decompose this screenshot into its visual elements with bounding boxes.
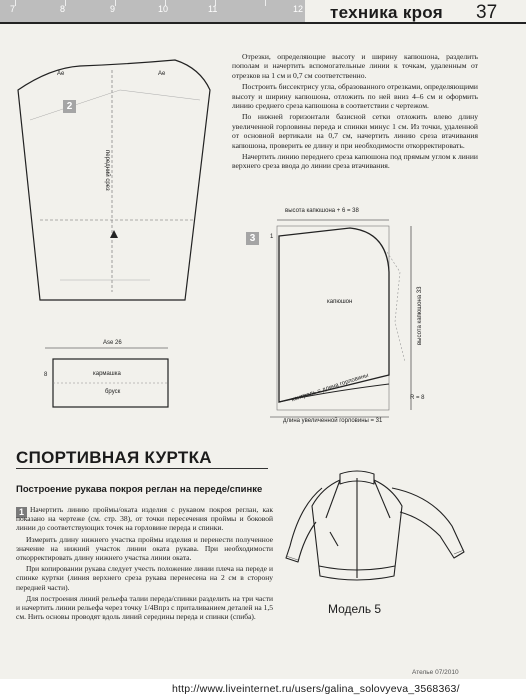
ruler-mark: 9 (110, 4, 116, 14)
hood-label: капюшон (327, 299, 353, 305)
ruler-mark: 8 (60, 4, 66, 14)
sleeve-label: Аe (57, 71, 65, 77)
body-paragraph: Для построения линий рельефа талии переда/спинки разделить на три части и начертить линии рельефа через точку 1/4Впрз с приталиванием деталей на 1,5 см. Нить основы проводят вдоль линий середины переда и спинки (спиба). (16, 593, 273, 622)
body-paragraph: Начертить линию проймы/оката изделия с рукавом покроя реглан, как показано на чертеже (см. стр. 38), от точки пересечения проймы и боковой линии до соответствующих точек на горловине переда и спинки. (16, 505, 273, 533)
ruler-mark: 11 (208, 4, 218, 14)
ruler-mark: 12 (293, 4, 304, 14)
figure-3-badge: 3 (246, 232, 259, 245)
ruler-strip (0, 0, 305, 22)
ruler-mark: 7 (10, 4, 16, 14)
pocket-label: кармашка (93, 371, 121, 377)
pocket-pattern-drawing (40, 338, 175, 416)
section-body (16, 505, 273, 623)
figure-2-badge: 2 (63, 100, 76, 113)
section-subtitle: Построение рукава покроя реглан на переде/спинке (16, 484, 263, 495)
hood-height-label: высота капюшона 33 (417, 286, 423, 345)
intro-paragraph: Начертить линию переднего среза капюшона под прямым углом к линии верхнего среза ввода до линии среза втачивания. (232, 152, 478, 171)
source-url: http://www.liveinternet.ru/users/galina_solovyeva_3568363/ (172, 683, 460, 695)
sleeve-grain-label: передний срез (104, 150, 110, 191)
hood-pattern-drawing (265, 212, 425, 427)
sleeve-label: Ae (158, 71, 166, 77)
hood-curve-label: контроль = длина горловины (291, 372, 370, 404)
hood-mark: 1 (270, 234, 274, 240)
ruler-mark: 10 (158, 4, 169, 14)
hood-bottom-label: длина увеличенной горловины = 31 (283, 418, 383, 424)
section-title: СПОРТИВНАЯ КУРТКА (16, 448, 212, 467)
step-number: 1 (16, 507, 27, 518)
header-rule (0, 22, 526, 24)
body-paragraph: Измерить длину нижнего участка проймы изделия и перенести полученное значение на нижний участок линии оката рукава. При необходимости откорректировать длину нижнего участка линии оката. (16, 534, 273, 563)
intro-paragraph: Отрезки, определяющие высоту и ширину капюшона, разделить пополам и начертить вспомогательные линии к точкам, удаленным от отрезков на 1 см и 0,7 см соответственно. (232, 52, 478, 80)
intro-text (232, 52, 478, 173)
page-number: 37 (476, 2, 498, 23)
model-caption: Модель 5 (328, 602, 382, 616)
hood-width-label: высота капюшона + 6 = 38 (285, 208, 359, 214)
magazine-issue: Ателье 07/2010 (412, 669, 459, 676)
intro-paragraph: По нижней горизонтали базисной сетки отложить влево длину увеличенной горловины переда и спинки минус 1 см. Из точки, удаленной от основной вертикали на 0,7 см, начертить линию среза втачивания капюшона, проверить ее длину и при необходимости откорректировать. (232, 112, 478, 150)
intro-paragraph: Построить биссектрису угла, образованного отрезками, определяющими высоту и ширину капюшона, отложить по ней вниз 4–6 см и оформить линию среднего среза капюшона в соответствии с чертежом. (232, 82, 478, 111)
body-paragraph: При копировании рукава следует учесть положение линии плеча на переде и спинке куртки (линия верхнего среза рукава перенесена на 2 см в сторону передней части). (16, 564, 273, 592)
pocket-width-label: Аsе 26 (103, 340, 122, 346)
section-rule (16, 468, 268, 469)
sleeve-pattern-drawing (0, 30, 230, 320)
hood-mark: R = 8 (410, 395, 425, 401)
pocket-fold-label: бруск (105, 389, 121, 395)
jacket-illustration (282, 466, 472, 596)
page-title: техника кроя (330, 3, 443, 22)
pocket-height-label: 8 (44, 372, 48, 378)
